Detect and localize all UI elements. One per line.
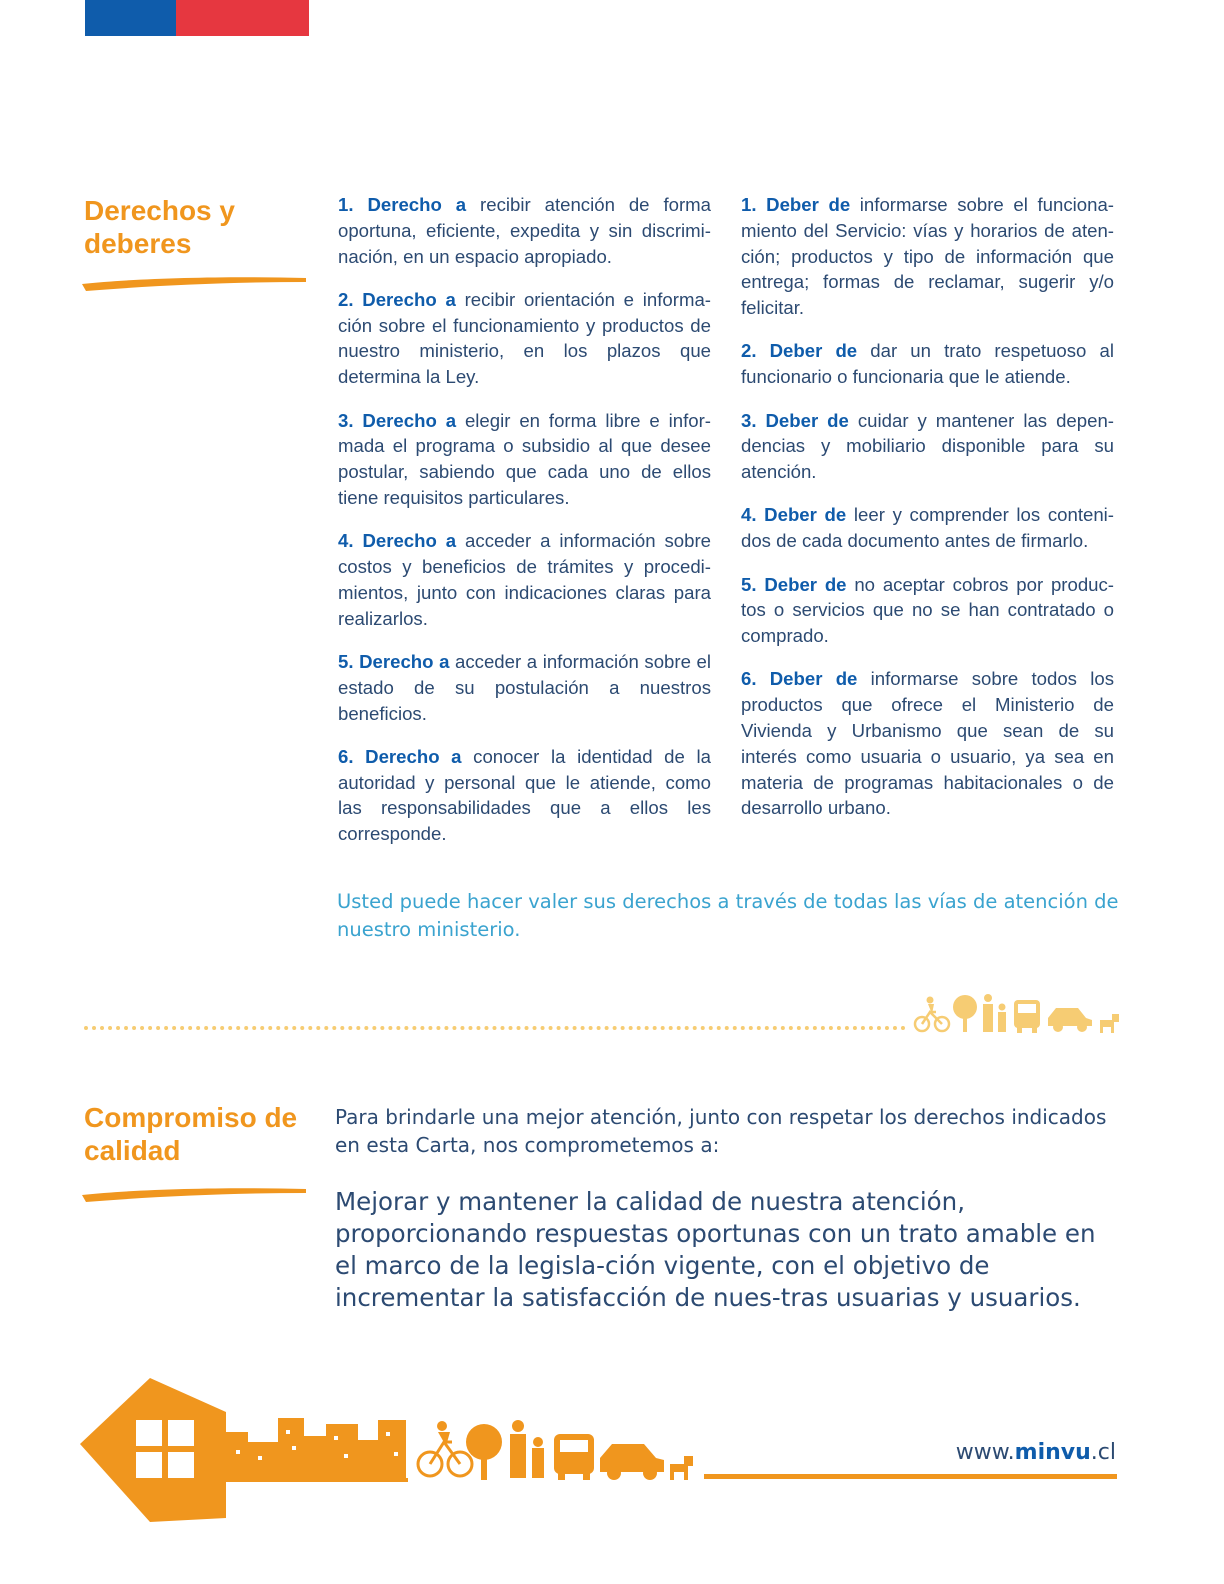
right-text: recibir orientación e informa-ción sobre el funcionamiento y productos de nuestro ministerio, en los plazos que determina la Ley. — [338, 288, 711, 388]
duty-item — [741, 408, 1114, 485]
cyclist-icon — [418, 1421, 472, 1476]
right-number: 5. Derecho a — [338, 650, 450, 672]
duty-text: dar un trato respetuoso al funcionario o funcionaria que le atiende. — [741, 340, 1114, 388]
duty-item — [741, 666, 1114, 821]
flag-blue-band — [85, 0, 176, 36]
right-item — [338, 649, 711, 726]
quality-lead: Para brindarle una mejor atención, junto con respetar los derechos indicados en esta Carta, nos comprometemos a: — [335, 1105, 1107, 1157]
rights-note: Usted puede hacer valer sus derechos a través de todas las vías de atención de nuestro ministerio. — [337, 890, 1119, 941]
right-item — [338, 287, 711, 390]
section-title-rights — [84, 194, 235, 260]
duty-number: 1. Deber de — [741, 194, 851, 215]
duty-text: informarse sobre todos los productos que ofrece el Ministerio de Vivienda y Urbanismo que sean de su interés como usuaria o usuario, ya sea en materia de programas habitacionales o de desarrollo urbano. — [741, 668, 1114, 819]
duty-item — [741, 192, 1114, 321]
quality-commitment: Mejorar y mantener la calidad de nuestra atención, proporcionando respuestas oportunas con un trato amable en el marco de la legisla-ción vigente, con el objetivo de incrementar la satisfacción de nues-tras usuarias y usuarios. — [335, 1187, 1096, 1312]
duty-number: 2. Deber de — [741, 340, 858, 362]
duty-text: no aceptar cobros por produc-tos o servicios que no se han contratado o comprado. — [741, 573, 1114, 647]
duty-item — [741, 338, 1114, 390]
dog-icon — [670, 1456, 693, 1480]
car-icon — [1048, 1008, 1092, 1032]
title-underline-brush — [78, 272, 308, 292]
duty-item — [741, 502, 1114, 554]
right-text: acceder a información sobre el estado de su postulación a nuestros beneficios. — [338, 650, 711, 724]
section-title-line: deberes — [84, 228, 192, 259]
section-title-line: Derechos y — [84, 195, 235, 226]
house-icon — [80, 1378, 226, 1522]
footer-illustration — [78, 1372, 700, 1528]
city-icons-strip — [910, 990, 1122, 1034]
rights-list — [338, 192, 711, 865]
right-text: elegir en forma libre e infor-mada el programa o subsidio al que desee postular, sabiendo que cada uno de ellos tiene requisitos particulares. — [338, 409, 711, 508]
right-item — [338, 528, 711, 631]
right-number: 4. Derecho a — [338, 530, 457, 552]
car-icon — [600, 1444, 664, 1480]
duty-text: cuidar y mantener las depen-dencias y mobiliario disponible para su atención. — [741, 409, 1114, 483]
right-number: 1. Derecho a — [338, 194, 467, 215]
family-icon — [510, 1420, 544, 1478]
right-item — [338, 408, 711, 511]
tree-icon — [466, 1424, 502, 1480]
duties-list — [741, 192, 1114, 839]
bus-icon — [554, 1434, 594, 1480]
right-text: recibir atención de forma oportuna, eficiente, expedita y sin discrimi-nación, en un espacio apropiado. — [338, 194, 711, 267]
dog-icon — [1100, 1014, 1119, 1033]
duty-number: 6. Deber de — [741, 668, 858, 690]
url-suffix: .cl — [1090, 1440, 1116, 1465]
right-item — [338, 192, 711, 269]
duty-number: 3. Deber de — [741, 409, 849, 431]
bus-icon — [1014, 1000, 1040, 1033]
tree-icon — [953, 995, 977, 1032]
url-prefix: www. — [955, 1440, 1015, 1465]
footer-url-link[interactable] — [956, 1440, 1116, 1465]
duty-text: leer y comprender los conteni-dos de cada documento antes de firmarlo. — [741, 504, 1115, 552]
footer-line — [704, 1474, 1117, 1479]
right-text: acceder a información sobre costos y beneficios de trámites y procedi-mientos, junto con indicaciones claras para realizarlos. — [338, 530, 711, 629]
cyclist-icon — [915, 997, 949, 1032]
right-number: 2. Derecho a — [338, 288, 456, 310]
right-number: 6. Derecho a — [338, 745, 462, 767]
dotted-separator — [84, 1026, 906, 1030]
duty-number: 4. Deber de — [741, 504, 847, 526]
right-item — [338, 744, 711, 847]
duty-item — [741, 572, 1114, 649]
right-number: 3. Derecho a — [338, 409, 457, 431]
family-icon — [983, 994, 1006, 1032]
city-skyline-icon — [226, 1418, 408, 1482]
section-title-line: Compromiso de — [84, 1102, 298, 1133]
flag-red-band — [176, 0, 309, 36]
title-underline-brush — [78, 1183, 308, 1203]
section-title-quality — [84, 1101, 297, 1167]
url-brand: minvu — [1014, 1440, 1091, 1465]
duty-number: 5. Deber de — [741, 573, 847, 595]
duty-text: informarse sobre el funciona-miento del Servicio: vías y horarios de aten-ción; productos y tipo de información que entrega; formas de reclamar, sugerir y/o felicitar. — [741, 194, 1114, 319]
right-text: conocer la identidad de la autoridad y personal que le atiende, como las responsabilidades que a ellos les corresponde. — [338, 745, 711, 845]
section-title-line: calidad — [84, 1135, 181, 1166]
